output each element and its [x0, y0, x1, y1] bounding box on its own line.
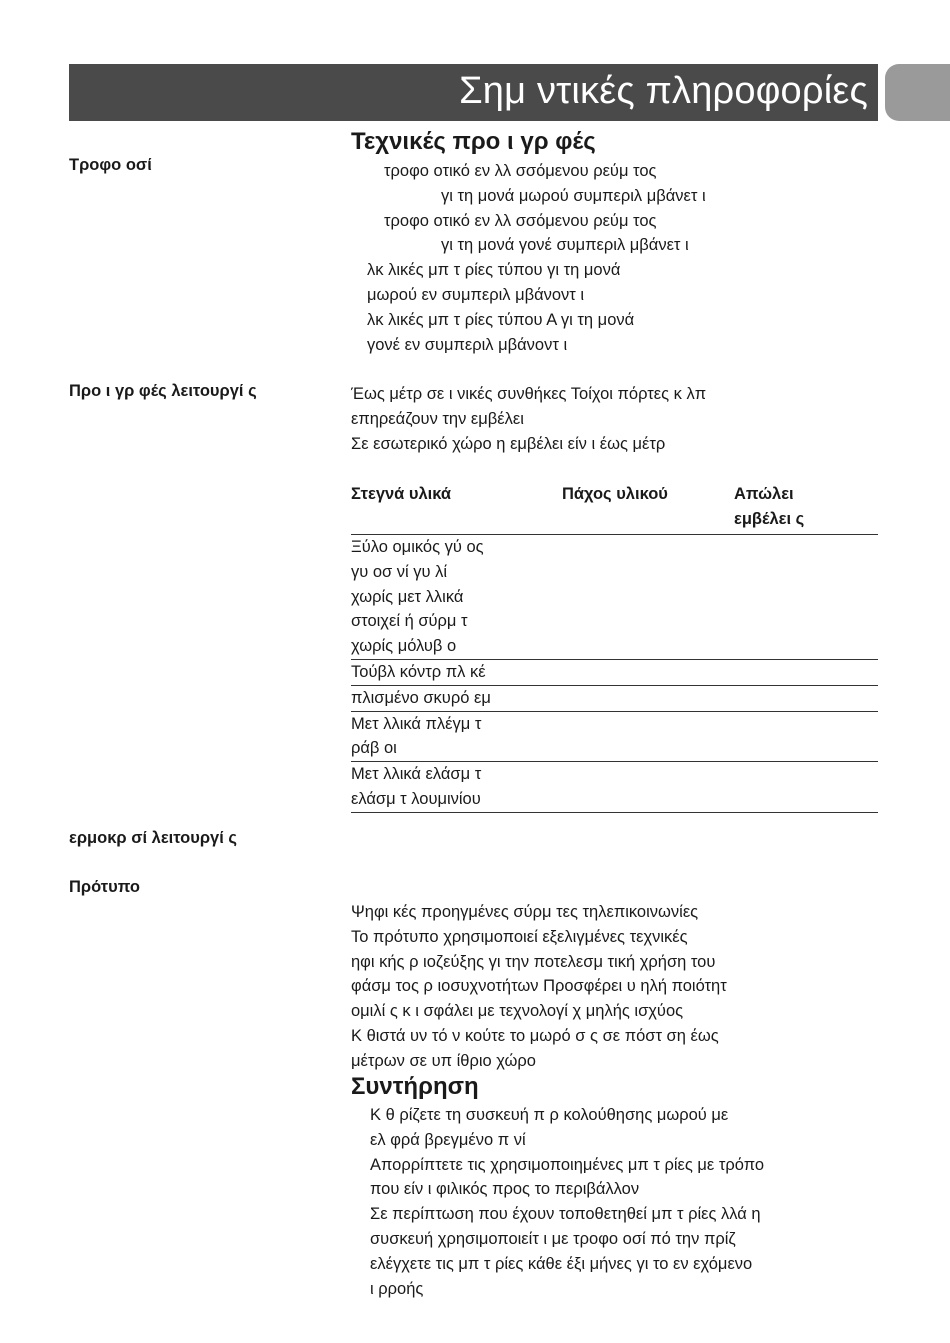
standard-line: Το πρότυπο χρησιμοποιεί εξελιγμένες τεχνικές [351, 927, 688, 946]
material-line: ελάσμ τ λουμινίου [351, 789, 481, 808]
material-line: ράβ οι [351, 739, 397, 758]
label-standard: Πρότυπο [69, 878, 140, 896]
material-cell [351, 659, 562, 685]
standard-line: Ψηφι κές προηγμένες σύρμ τες τηλεπικοινωνίες [351, 903, 699, 921]
spec-line: επηρεάζουν την εμβέλει [351, 409, 524, 428]
power-line: τροφο οτικό εν λλ σσόμενου ρεύμ τος [384, 162, 657, 180]
maintenance-line: Απορρίπτετε τις χρησιμοποιημένες μπ τ ρίες με τρόπο [370, 1155, 765, 1174]
standard-line: Κ θιστά υν τό ν κούτε το μωρό σ ς σε πόστ ση έως [351, 1026, 719, 1045]
loss-cell [734, 535, 878, 660]
thickness-cell [562, 659, 734, 685]
maintenance-line: ελ φρά βρεγμένο π νί [370, 1130, 526, 1149]
material-line: χωρίς μετ λλικά [351, 587, 464, 606]
spec-line: Έως μέτρ σε ι νικές συνθήκες Τοίχοι πόρτες κ λπ [351, 385, 707, 403]
loss-cell [734, 762, 878, 813]
label-power: Τροφο οσί [69, 156, 152, 174]
material-line: Μετ λλικά πλέγμ τ [351, 714, 482, 733]
maintenance-block [351, 1103, 878, 1301]
maintenance-heading: Συντήρηση [351, 1073, 479, 1100]
power-line: γονέ εν συμπεριλ μβάνοντ ι [367, 335, 568, 354]
material-cell [351, 711, 562, 762]
column-header-material: Στεγνά υλικά [351, 480, 562, 535]
spec-line: Σε εσωτερικό χώρο η εμβέλει είν ι έως μέτρ [351, 434, 666, 453]
label-operating-specs: Προ ι γρ φές λειτουργί ς [69, 382, 257, 400]
maintenance-line: συσκευή χρησιμοποιείτ ι με τροφο οσί πό την πρίζ [370, 1229, 736, 1248]
power-spec-block [351, 159, 878, 357]
range-spec-block [351, 382, 878, 456]
label-operating-temperature: ερμοκρ σί λειτουργί ς [69, 829, 237, 847]
table-row [351, 762, 878, 813]
column-header-thickness: Πάχος υλικού [562, 480, 734, 535]
column-header-range-loss-line: εμβέλει ς [734, 510, 805, 528]
maintenance-line: ελέγχετε τις μπ τ ρίες κάθε έξι μήνες γι το εν εχόμενο [370, 1254, 753, 1273]
material-line: πλισμένο σκυρό εμ [351, 688, 491, 707]
thickness-cell [562, 711, 734, 762]
thickness-cell [562, 762, 734, 813]
material-cell [351, 535, 562, 660]
table-row [351, 711, 878, 762]
maintenance-line: Σε περίπτωση που έχουν τοποθετηθεί μπ τ ρίες λλά η [370, 1205, 761, 1224]
materials-range-table [351, 480, 878, 813]
header-bar [69, 64, 878, 121]
material-cell [351, 685, 562, 711]
technical-specs-heading: Τεχνικές προ ι γρ φές [351, 128, 596, 155]
column-header-range-loss-text [734, 482, 878, 532]
maintenance-line: Κ θ ρίζετε τη συσκευή π ρ κολούθησης μωρού με [370, 1106, 729, 1124]
loss-cell [734, 659, 878, 685]
material-line: στοιχεί ή σύρμ τ [351, 612, 468, 631]
standard-line: φάσμ τος ρ ιοσυχνοτήτων Προσφέρει υ ηλή ποιότητ [351, 977, 727, 996]
material-line: Ξύλο ομικός γύ ος [351, 538, 484, 556]
thickness-cell [562, 535, 734, 660]
material-cell [351, 762, 562, 813]
maintenance-line: που είν ι φιλικός προς το περιβάλλον [370, 1180, 640, 1199]
standard-line: μέτρων σε υπ ίθριο χώρο [351, 1051, 536, 1070]
loss-cell [734, 685, 878, 711]
standard-line: ηφι κής ρ ιοζεύξης γι την ποτελεσμ τική χρήση του [351, 952, 716, 971]
material-line: Τούβλ κόντρ πλ κέ [351, 662, 486, 681]
material-line: γυ οσ νί γυ λί [351, 562, 448, 581]
power-line: μωρού εν συμπεριλ μβάνοντ ι [367, 285, 585, 304]
table-row [351, 535, 878, 660]
power-line: γι τη μονά μωρού συμπεριλ μβάνετ ι [441, 186, 706, 205]
power-line: λκ λικές μπ τ ρίες τύπου γι τη μονά [367, 261, 621, 280]
table-row [351, 659, 878, 685]
power-line: γι τη μονά γονέ συμπεριλ μβάνετ ι [441, 236, 689, 255]
page-title: Σημ ντικές πληροφορίες [459, 70, 868, 112]
maintenance-line: ι ρροής [370, 1279, 424, 1298]
standard-block [351, 900, 878, 1074]
power-line: λκ λικές μπ τ ρίες τύπου Α γι τη μονά [367, 310, 635, 329]
thickness-cell [562, 685, 734, 711]
loss-cell [734, 711, 878, 762]
column-header-range-loss [734, 480, 878, 535]
power-line: τροφο οτικό εν λλ σσόμενου ρεύμ τος [384, 211, 657, 230]
table-row [351, 685, 878, 711]
material-line: Μετ λλικά ελάσμ τ [351, 765, 482, 784]
column-header-range-loss-line: Απώλει [734, 485, 794, 503]
standard-line: ομιλί ς κ ι σφάλει με τεχνολογί χ μηλής ισχύος [351, 1002, 684, 1021]
table-header-row [351, 480, 878, 535]
section-tab [885, 64, 950, 121]
material-line: χωρίς μόλυβ ο [351, 637, 457, 656]
